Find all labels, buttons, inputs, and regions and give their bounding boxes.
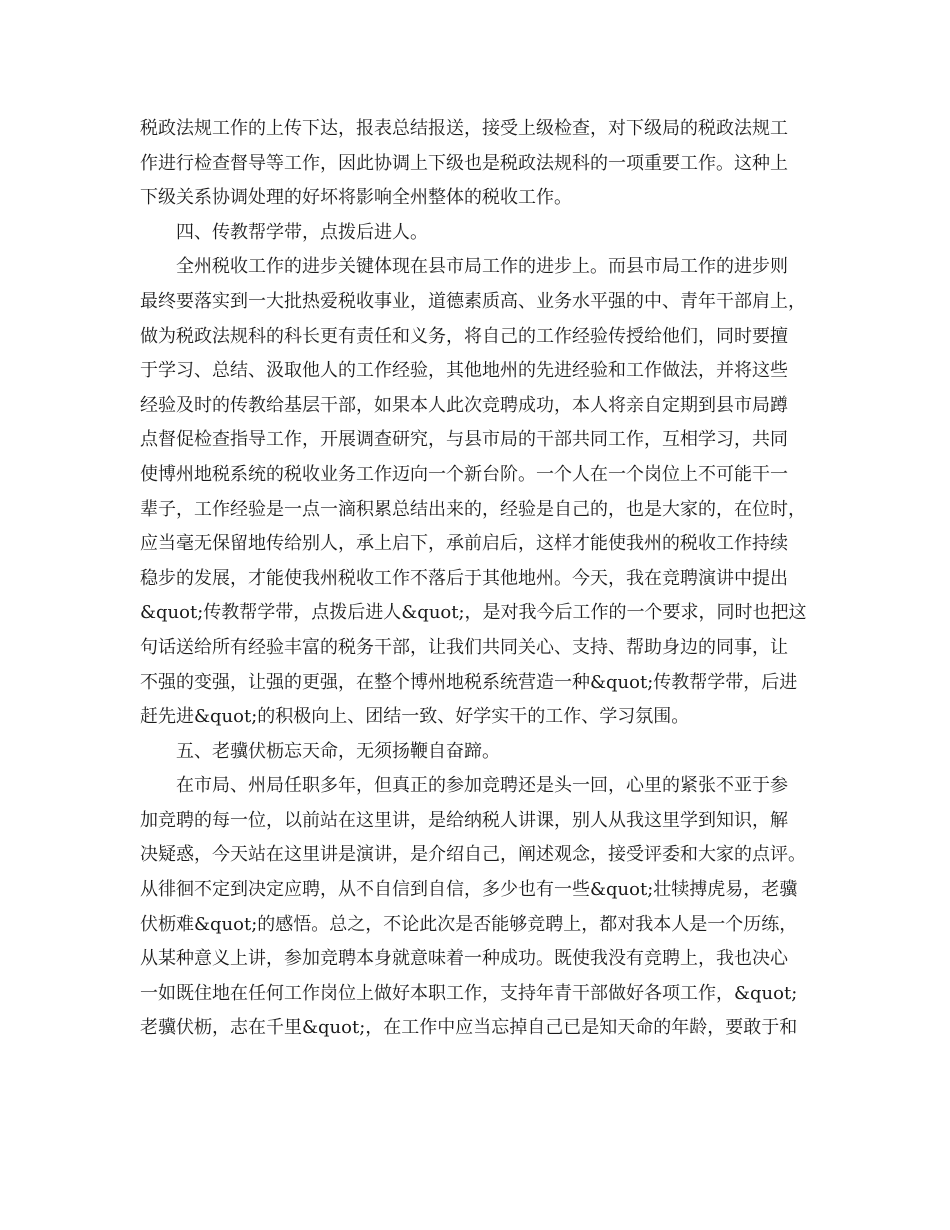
text-line: 五、老骥伏枥忘天命，无须扬鞭自奋蹄。: [176, 740, 500, 762]
text-line: 全州税收工作的进步关键体现在县市局工作的进步上。而县市局工作的进步则: [176, 256, 788, 278]
text-line: 稳步的发展，才能使我州税收工作不落后于其他地州。今天，我在竞聘演讲中提出: [140, 567, 788, 589]
text-line: 从某种意义上讲，参加竞聘本身就意味着一种成功。既使我没有竞聘上，我也决心: [140, 948, 788, 970]
text-line: 老骥伏枥，志在千里&quot;，在工作中应当忘掉自己已是知天命的年龄，要敢于和: [140, 1017, 798, 1039]
text-line: 在市局、州局任职多年，但真正的参加竞聘还是头一回，心里的紧张不亚于参: [176, 775, 788, 797]
text-line: 加竞聘的每一位，以前站在这里讲，是给纳税人讲课，别人从我这里学到知识，解: [140, 809, 788, 831]
text-line: 伏枥难&quot;的感悟。总之，不论此次是否能够竞聘上，都对我本人是一个历练，: [140, 913, 798, 935]
text-line: 下级关系协调处理的好坏将影响全州整体的税收工作。: [140, 187, 572, 209]
text-line: 于学习、总结、汲取他人的工作经验，其他地州的先进经验和工作做法，并将这些: [140, 360, 788, 382]
text-line: 作进行检查督导等工作，因此协调上下级也是税政法规科的一项重要工作。这种上: [140, 152, 788, 174]
text-line: 应当毫无保留地传给别人，承上启下，承前启后，这样才能使我州的税收工作持续: [140, 533, 788, 555]
text-line: 赶先进&quot;的积极向上、团结一致、好学实干的工作、学习氛围。: [140, 706, 690, 728]
text-line: &quot;传教帮学带，点拨后进人&quot;，是对我今后工作的一个要求，同时也把这: [140, 602, 807, 624]
text-line: 做为税政法规科的科长更有责任和义务，将自己的工作经验传授给他们，同时要擅: [140, 325, 788, 347]
text-line: 经验及时的传教给基层干部，如果本人此次竞聘成功，本人将亲自定期到县市局蹲: [140, 394, 788, 416]
text-line: 最终要落实到一大批热爱税收事业，道德素质高、业务水平强的中、青年干部肩上，: [140, 290, 806, 312]
text-line: 税政法规工作的上传下达，报表总结报送，接受上级检查，对下级局的税政法规工: [140, 118, 788, 139]
text-line: 从徘徊不定到决定应聘，从不自信到自信，多少也有一些&quot;壮犊搏虎易，老骥: [140, 879, 798, 901]
text-line: 句话送给所有经验丰富的税务干部，让我们共同关心、支持、帮助身边的同事，让: [140, 636, 788, 658]
text-line: 四、传教帮学带，点拨后进人。: [176, 221, 428, 243]
text-line: 一如既住地在任何工作岗位上做好本职工作，支持年青干部做好各项工作，&quot;: [140, 982, 798, 1004]
text-line: 决疑惑，今天站在这里讲是演讲，是介绍自己，阐述观念，接受评委和大家的点评。: [140, 844, 806, 866]
text-line: 使博州地税系统的税收业务工作迈向一个新台阶。一个人在一个岗位上不可能干一: [140, 463, 788, 485]
text-line: 不强的变强，让强的更强，在整个博州地税系统营造一种&quot;传教帮学带，后进: [140, 671, 798, 693]
text-line: 点督促检查指导工作，开展调查研究，与县市局的干部共同工作，互相学习，共同: [140, 429, 788, 451]
document-body: [140, 112, 820, 1046]
text-line: 辈子，工作经验是一点一滴积累总结出来的，经验是自己的，也是大家的，在位时，: [140, 498, 806, 520]
